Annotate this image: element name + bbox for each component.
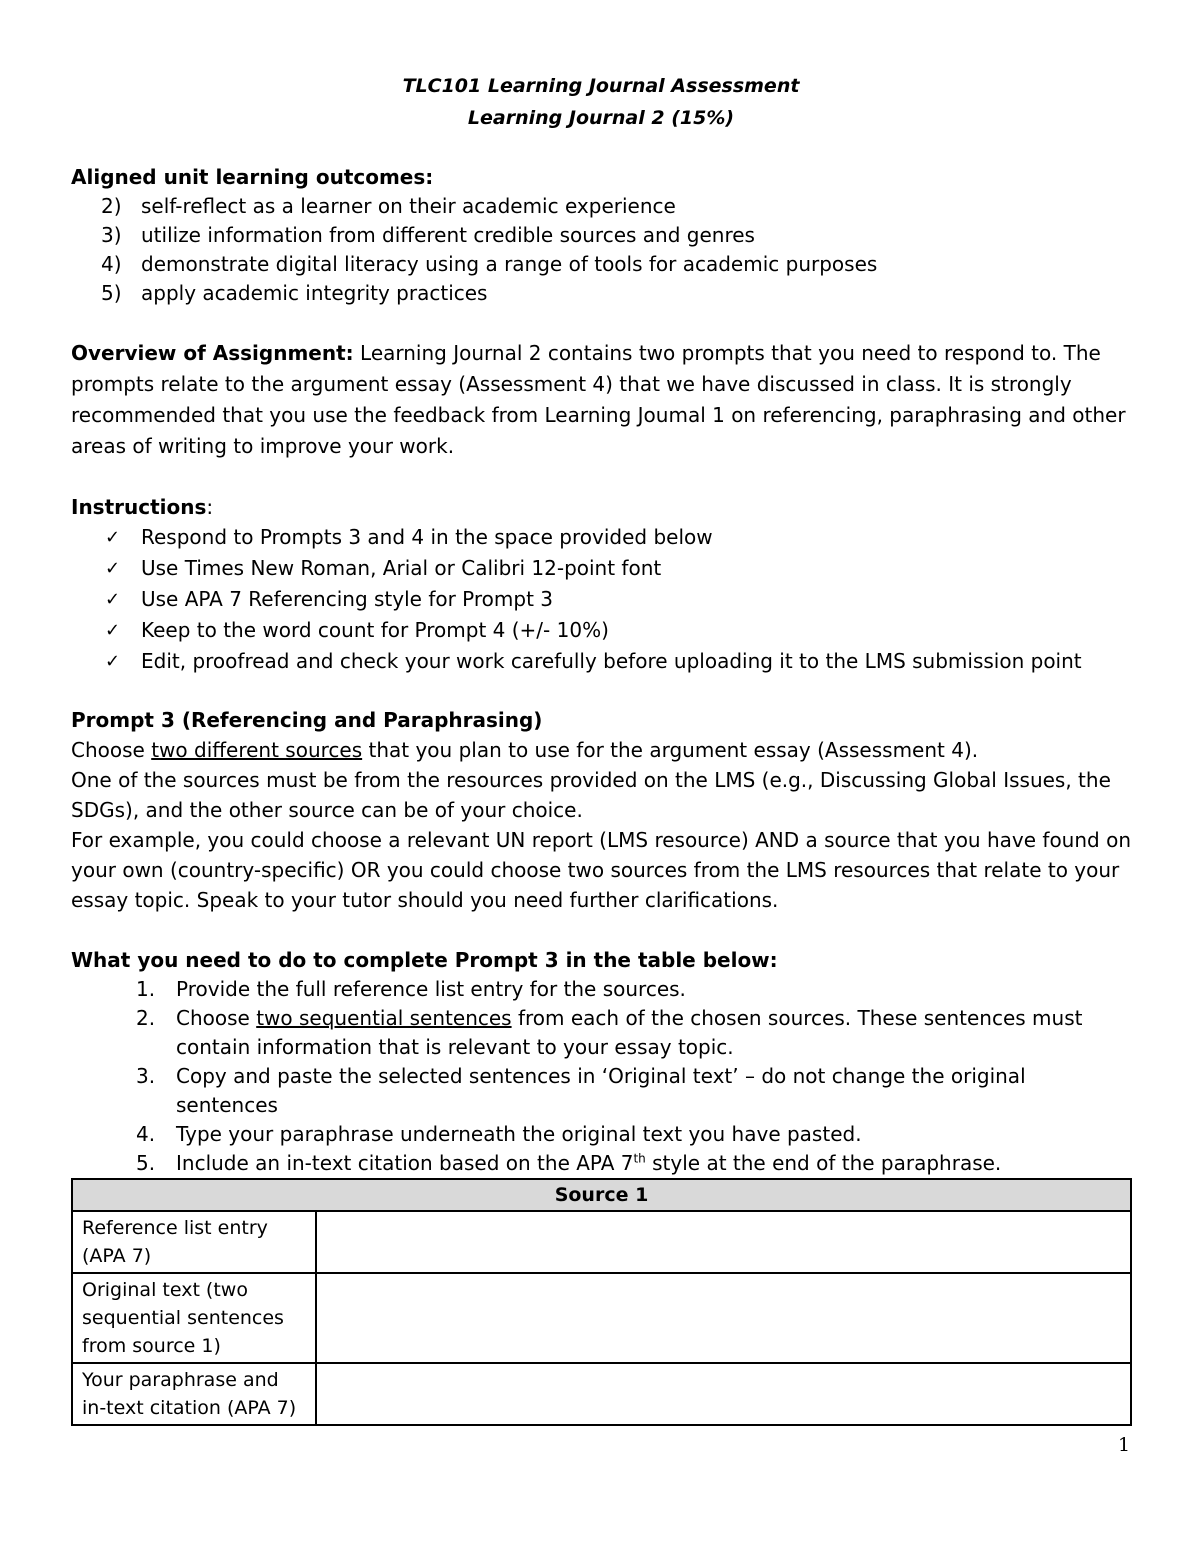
list-item: 2) self-reflect as a learner on their academic experience	[101, 194, 676, 218]
source-table	[71, 1178, 1132, 1426]
overview-text: Learning Journal 2 contains two prompts that you need to respond to. The prompts relate to the argument essay (Assessment 4) that we have discussed in class. It is strongly recommended that you use the feedback from Learning Joumal 1 on referencing, paraphrasing and other areas of writing to improve your work.	[71, 341, 1126, 458]
row-label: Your paraphrase and in-text citation (APA 7)	[72, 1363, 316, 1425]
outcomes-list	[71, 192, 1131, 308]
instructions-heading: Instructions:	[71, 495, 214, 519]
todo-section	[71, 945, 1131, 1178]
todo-heading: What you need to do to complete Prompt 3 in the table below:	[71, 948, 778, 972]
title-line-2: Learning Journal 2 (15%)	[467, 107, 735, 129]
list-item: 1. Provide the full reference list entry for the sources.	[136, 977, 686, 1001]
table-row	[72, 1211, 1131, 1273]
table-row	[72, 1273, 1131, 1363]
page-number: 1	[1118, 1434, 1131, 1456]
list-item: 4. Type your paraphrase underneath the original text you have pasted.	[136, 1122, 862, 1146]
list-item: 5. Include an in-text citation based on the APA 7th style at the end of the paraphrase.	[136, 1151, 1002, 1175]
row-label: Original text (two sequential sentences from source 1)	[72, 1273, 316, 1363]
outcomes-heading: Aligned unit learning outcomes:	[71, 165, 434, 189]
instructions-list	[71, 522, 1131, 677]
list-item: ✓ Respond to Prompts 3 and 4 in the space provided below	[141, 522, 1131, 553]
todo-list	[71, 975, 1131, 1178]
table-row	[72, 1363, 1131, 1425]
prompt3-section	[71, 705, 1131, 915]
table-header: Source 1	[72, 1179, 1131, 1211]
checkmark-icon: ✓	[105, 527, 121, 548]
list-item: 2. Choose two sequential sentences from each of the chosen sources. These sentences must contain information that is relevant to your essay topic.	[136, 1006, 1083, 1059]
reference-entry-cell[interactable]	[316, 1211, 1131, 1273]
paraphrase-cell[interactable]	[316, 1363, 1131, 1425]
checkmark-icon: ✓	[105, 620, 121, 641]
row-label: Reference list entry (APA 7)	[72, 1211, 316, 1273]
checkmark-icon: ✓	[105, 651, 121, 672]
list-item: ✓ Use Times New Roman, Arial or Calibri 12-point font	[141, 553, 1131, 584]
prompt3-paragraph-2: One of the sources must be from the resources provided on the LMS (e.g., Discussing Global Issues, the SDGs), and the other source can be of your choice.	[71, 768, 1111, 822]
overview-paragraph	[71, 338, 1131, 462]
list-item: 4) demonstrate digital literacy using a range of tools for academic purposes	[101, 252, 878, 276]
prompt3-paragraph-1: Choose two different sources that you plan to use for the argument essay (Assessment 4).	[71, 738, 979, 762]
list-item: ✓ Edit, proofread and check your work carefully before uploading it to the LMS submission point	[141, 646, 1131, 677]
instructions-section	[71, 492, 1131, 677]
list-item: 3. Copy and paste the selected sentences in ‘Original text’ – do not change the original sentences	[136, 1064, 1026, 1117]
list-item: 5) apply academic integrity practices	[101, 281, 488, 305]
list-item: 3) utilize information from different credible sources and genres	[101, 223, 755, 247]
outcomes-section	[71, 162, 1131, 308]
checkmark-icon: ✓	[105, 589, 121, 610]
overview-label: Overview of Assignment:	[71, 341, 354, 365]
list-item: ✓ Use APA 7 Referencing style for Prompt 3	[141, 584, 1131, 615]
document-page	[71, 70, 1131, 1178]
prompt3-paragraph-3: For example, you could choose a relevant UN report (LMS resource) AND a source that you have found on your own (country-specific) OR you could choose two sources from the LMS resources that relate to your essay topic. Speak to your tutor should you need further clarifications.	[71, 828, 1131, 912]
prompt3-heading: Prompt 3 (Referencing and Paraphrasing)	[71, 708, 543, 732]
checkmark-icon: ✓	[105, 558, 121, 579]
title-line-1: TLC101 Learning Journal Assessment	[402, 75, 800, 97]
original-text-cell[interactable]	[316, 1273, 1131, 1363]
document-title	[71, 70, 1131, 134]
list-item: ✓ Keep to the word count for Prompt 4 (+/- 10%)	[141, 615, 1131, 646]
